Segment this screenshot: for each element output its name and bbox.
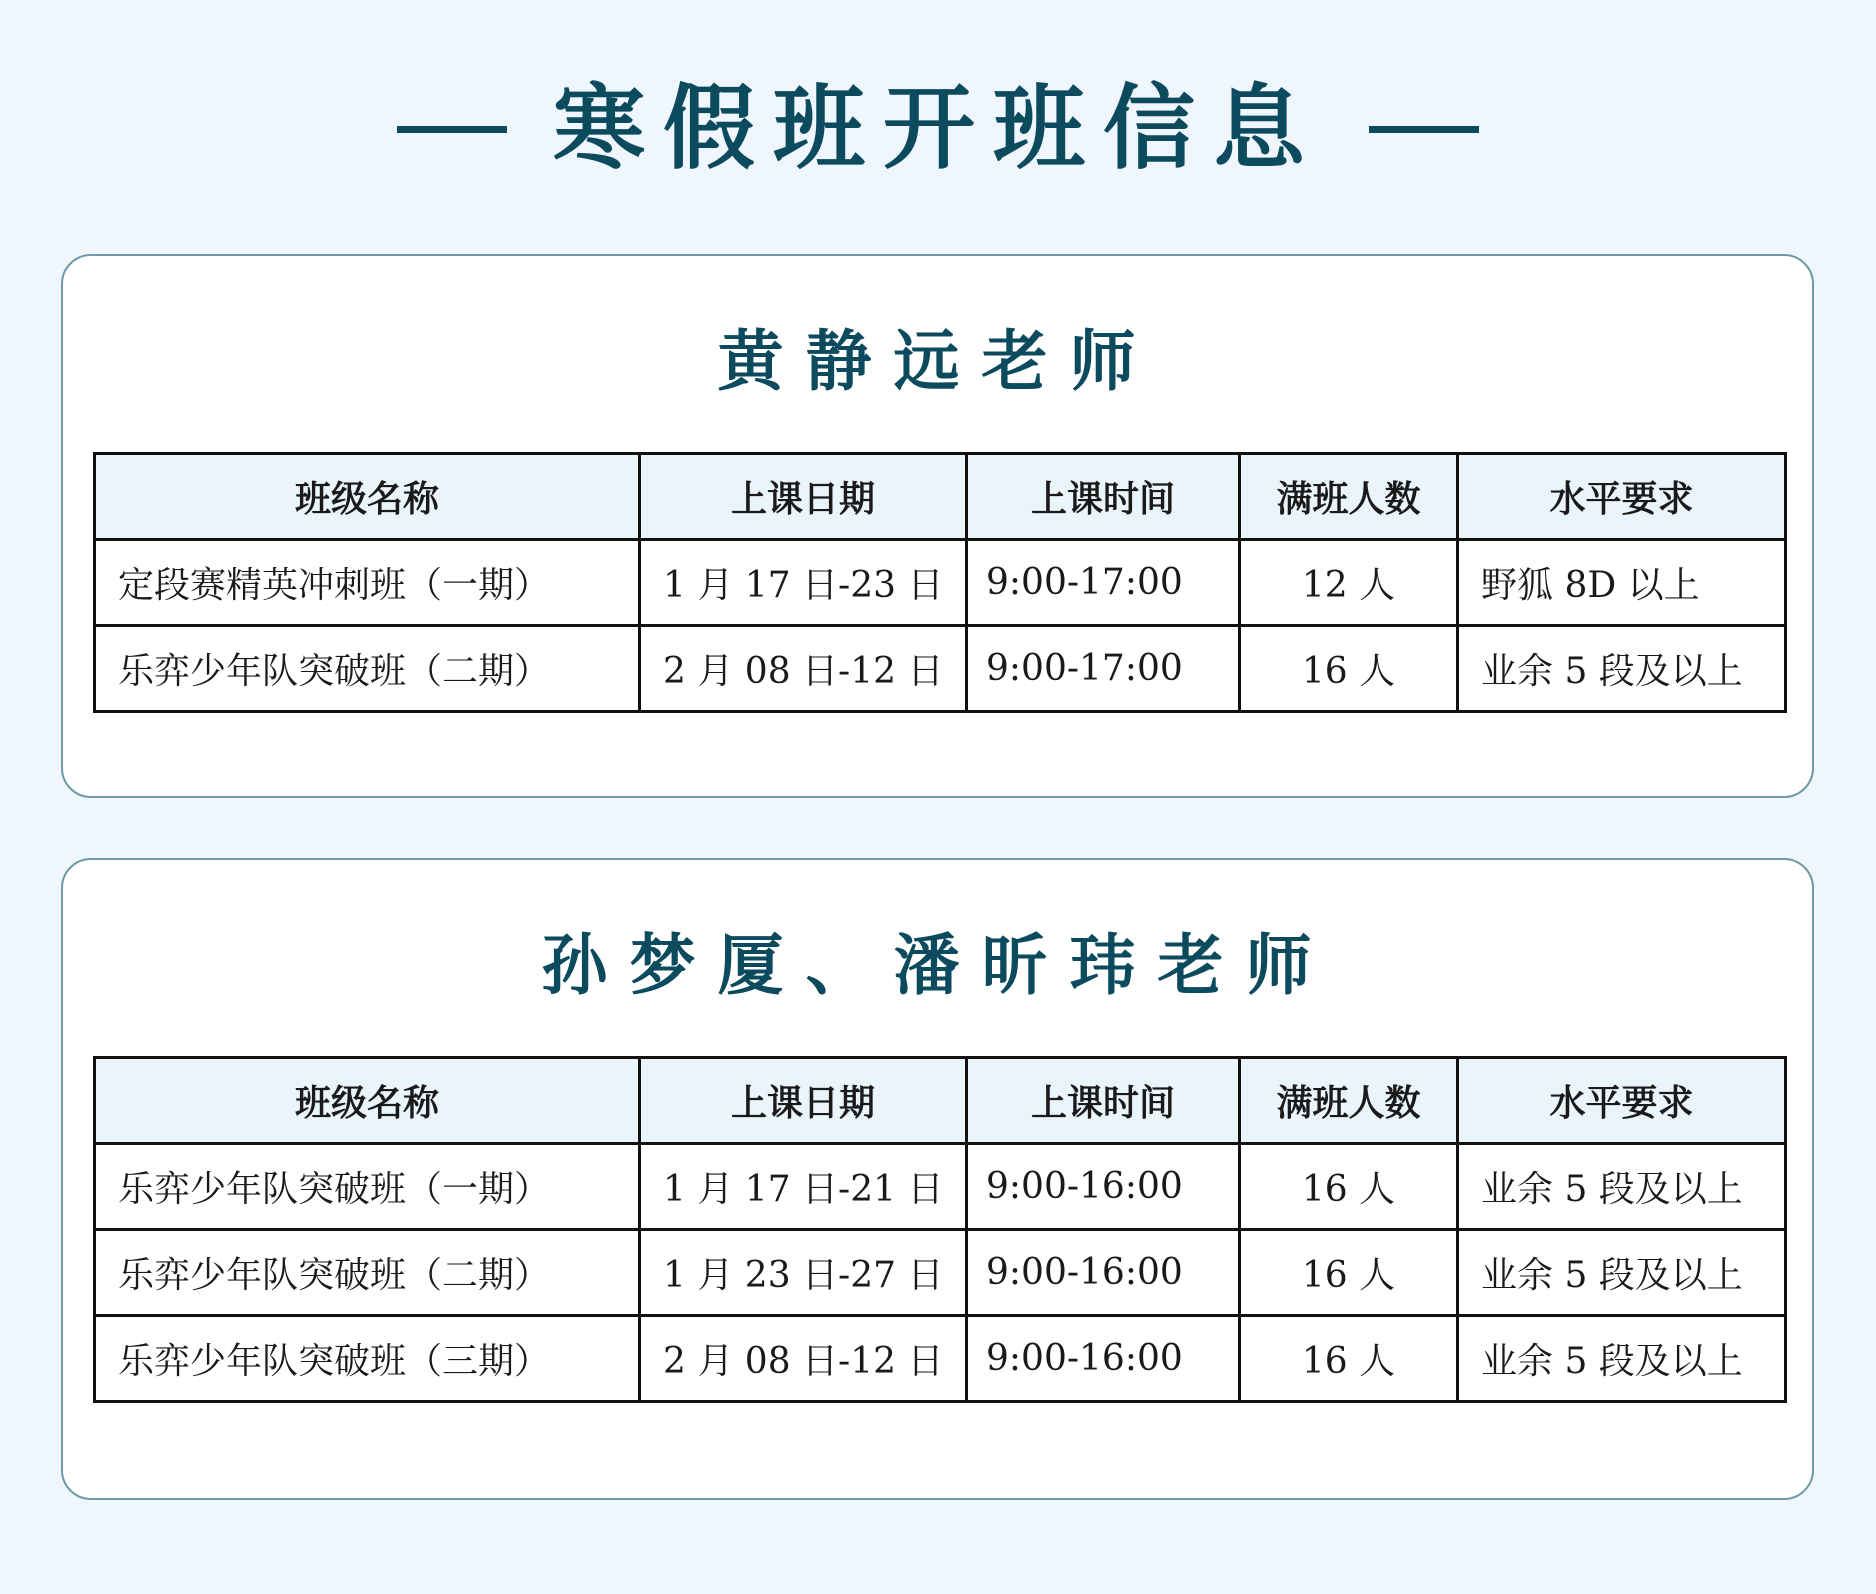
table-row [95, 1230, 1786, 1316]
column-header-date: 上课日期 [640, 454, 967, 540]
level-cell: 业余 5 段及以上 [1458, 1144, 1786, 1230]
column-header-capacity: 满班人数 [1240, 1058, 1458, 1144]
date-cell: 1 月 23 日-27 日 [640, 1230, 967, 1316]
date-cell: 2 月 08 日-12 日 [640, 1316, 967, 1402]
level-cell: 业余 5 段及以上 [1458, 1230, 1786, 1316]
capacity-cell: 16 人 [1240, 1230, 1458, 1316]
class-name-cell: 乐弈少年队突破班（二期） [95, 1230, 640, 1316]
page-header [0, 64, 1876, 194]
time-cell: 9:00-16:00 [967, 1316, 1240, 1402]
table-header-row [95, 1058, 1786, 1144]
column-header-level: 水平要求 [1458, 454, 1786, 540]
time-cell: 9:00-17:00 [967, 626, 1240, 712]
time-cell: 9:00-16:00 [967, 1144, 1240, 1230]
class-table-2 [93, 1056, 1787, 1403]
table-row [95, 1144, 1786, 1230]
column-header-level: 水平要求 [1458, 1058, 1786, 1144]
column-header-class-name: 班级名称 [95, 454, 640, 540]
column-header-time: 上课时间 [967, 454, 1240, 540]
teacher-name: 黄静远老师 [717, 322, 1158, 400]
level-cell: 野狐 8D 以上 [1458, 540, 1786, 626]
class-table-1 [93, 452, 1787, 713]
class-name-cell: 乐弈少年队突破班（二期） [95, 626, 640, 712]
date-cell: 1 月 17 日-21 日 [640, 1144, 967, 1230]
capacity-cell: 16 人 [1240, 626, 1458, 712]
time-cell: 9:00-17:00 [967, 540, 1240, 626]
time-cell: 9:00-16:00 [967, 1230, 1240, 1316]
table-row [95, 1316, 1786, 1402]
capacity-cell: 16 人 [1240, 1144, 1458, 1230]
table-row [95, 540, 1786, 626]
date-cell: 2 月 08 日-12 日 [640, 626, 967, 712]
column-header-time: 上课时间 [967, 1058, 1240, 1144]
column-header-date: 上课日期 [640, 1058, 967, 1144]
capacity-cell: 12 人 [1240, 540, 1458, 626]
class-name-cell: 定段赛精英冲刺班（一期） [95, 540, 640, 626]
capacity-cell: 16 人 [1240, 1316, 1458, 1402]
class-name-cell: 乐弈少年队突破班（三期） [95, 1316, 640, 1402]
teacher-card-2 [61, 858, 1814, 1500]
class-name-cell: 乐弈少年队突破班（一期） [95, 1144, 640, 1230]
column-header-capacity: 满班人数 [1240, 454, 1458, 540]
level-cell: 业余 5 段及以上 [1458, 1316, 1786, 1402]
table-header-row [95, 454, 1786, 540]
teacher-name: 孙梦厦、潘昕玮老师 [541, 926, 1334, 1004]
date-cell: 1 月 17 日-23 日 [640, 540, 967, 626]
page-title: 寒假班开班信息 [552, 75, 1323, 182]
title-dash-right [1369, 126, 1479, 133]
level-cell: 业余 5 段及以上 [1458, 626, 1786, 712]
title-dash-left [397, 126, 507, 133]
teacher-card-1 [61, 254, 1814, 798]
column-header-class-name: 班级名称 [95, 1058, 640, 1144]
table-row [95, 626, 1786, 712]
